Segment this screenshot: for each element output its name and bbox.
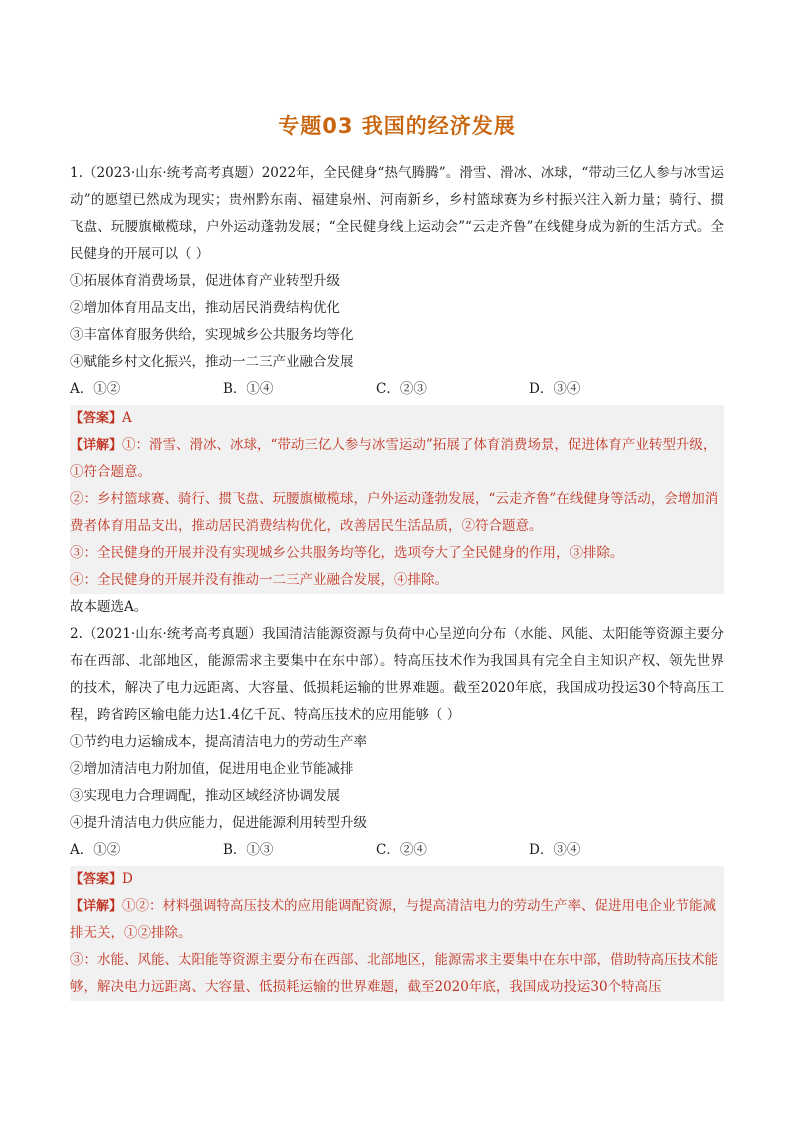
q1-detail-4: ④：全民健身的开展并没有推动一二三产业融合发展，④排除。 [70,572,448,588]
q1-option-3: ③丰富体育服务供给，实现城乡公共服务均等化 [70,327,354,343]
q2-option-4: ④提升清洁电力供应能力，促进能源利用转型升级 [70,815,367,831]
q2-option-2: ②增加清洁电力附加值，促进用电企业节能减排 [70,761,354,777]
content [70,160,724,1001]
q1-detail-1 [70,432,724,486]
q2-detail-2: ③：水能、风能、太阳能等资源主要分布在西部、北部地区，能源需求主要集中在东中部，借助特高压技术能够，解决电力远距离、大容量、低损耗运输的世界难题，截至2020年底，我国成功投运30个特高压 [70,952,718,995]
q2-choices [70,837,724,864]
q2-choice-d: D．③④ [529,842,581,858]
q1-detail-2: ②：乡村篮球赛、骑行、掼飞盘、玩腰旗橄榄球，户外运动蓬勃发展，“云走齐鲁”在线健身等活动，会增加消费者体育用品支出，推动居民消费结构优化，改善居民生活品质，②符合题意。 [70,491,719,534]
q2-option-3: ③实现电力合理调配，推动区域经济协调发展 [70,788,340,804]
q1-conclusion: 故本题选A。 [70,599,148,615]
q1-answer-block [70,405,724,594]
detail-text: ①②：材料强调特高压技术的应用能调配资源，与提高清洁电力的劳动生产率、促进用电企业节能减排无关，①②排除。 [70,898,717,941]
q2-option-1: ①节约电力运输成本，提高清洁电力的劳动生产率 [70,734,367,750]
answer-value: A [122,410,132,426]
q1-option-2: ②增加体育用品支出，推动居民消费结构优化 [70,300,340,316]
answer-tag: 【答案】 [70,411,123,426]
q1-detail-3: ③：全民健身的开展并没有实现城乡公共服务均等化，选项夸大了全民健身的作用，③排除。 [70,545,624,561]
q1-choice-c: C．②③ [376,381,427,397]
q2-choice-c: C．②④ [376,842,427,858]
q2-detail-1 [70,893,724,947]
page-title: 专题03 我国的经济发展 [278,114,516,138]
question-1-stem: 1.（2023·山东·统考高考真题）2022年，全民健身“热气腾腾”。滑雪、滑冰、冰球，“带动三亿人参与冰雪运动”的愿望已然成为现实；贵州黔东南、福建泉州、河南新乡，乡村篮球赛为乡村振兴注入新力量；骑行、掼飞盘、玩腰旗橄榄球，户外运动蓬勃发展；“全民健身线上运动会”“云走齐鲁”在线健身成为新的生活方式。全民健身的开展可以（ ） [70,165,724,262]
q2-choice-b: B．①③ [223,842,274,858]
q2-answer [70,866,724,893]
answer-value: D [122,871,133,887]
q1-answer [70,405,724,432]
q1-choices [70,376,724,403]
q1-option-4: ④赋能乡村文化振兴，推动一二三产业融合发展 [70,354,354,370]
q1-choice-b: B．①④ [223,381,274,397]
answer-tag: 【答案】 [70,872,123,887]
question-2-stem: 2.（2021·山东·统考高考真题）我国清洁能源资源与负荷中心呈逆向分布（水能、风能、太阳能等资源主要分布在西部、北部地区，能源需求主要集中在东中部）。特高压技术作为我国具有完全自主知识产权、领先世界的技术，解决了电力远距离、大容量、低损耗运输的世界难题。截至2020年底，我国成功投运30个特高压工程，跨省跨区输电能力达1.4亿千瓦、特高压技术的应用能够（ ） [70,626,724,723]
detail-tag: 【详解】 [70,438,123,453]
detail-text: ①：滑雪、滑冰、冰球，“带动三亿人参与冰雪运动”拓展了体育消费场景，促进体育产业转型升级，①符合题意。 [70,437,717,480]
q1-choice-a: A．①② [70,381,121,397]
detail-tag: 【详解】 [70,899,123,914]
q2-answer-block [70,866,724,1001]
q1-option-1: ①拓展体育消费场景，促进体育产业转型升级 [70,273,340,289]
q2-choice-a: A．①② [70,842,121,858]
q1-choice-d: D．③④ [529,381,581,397]
